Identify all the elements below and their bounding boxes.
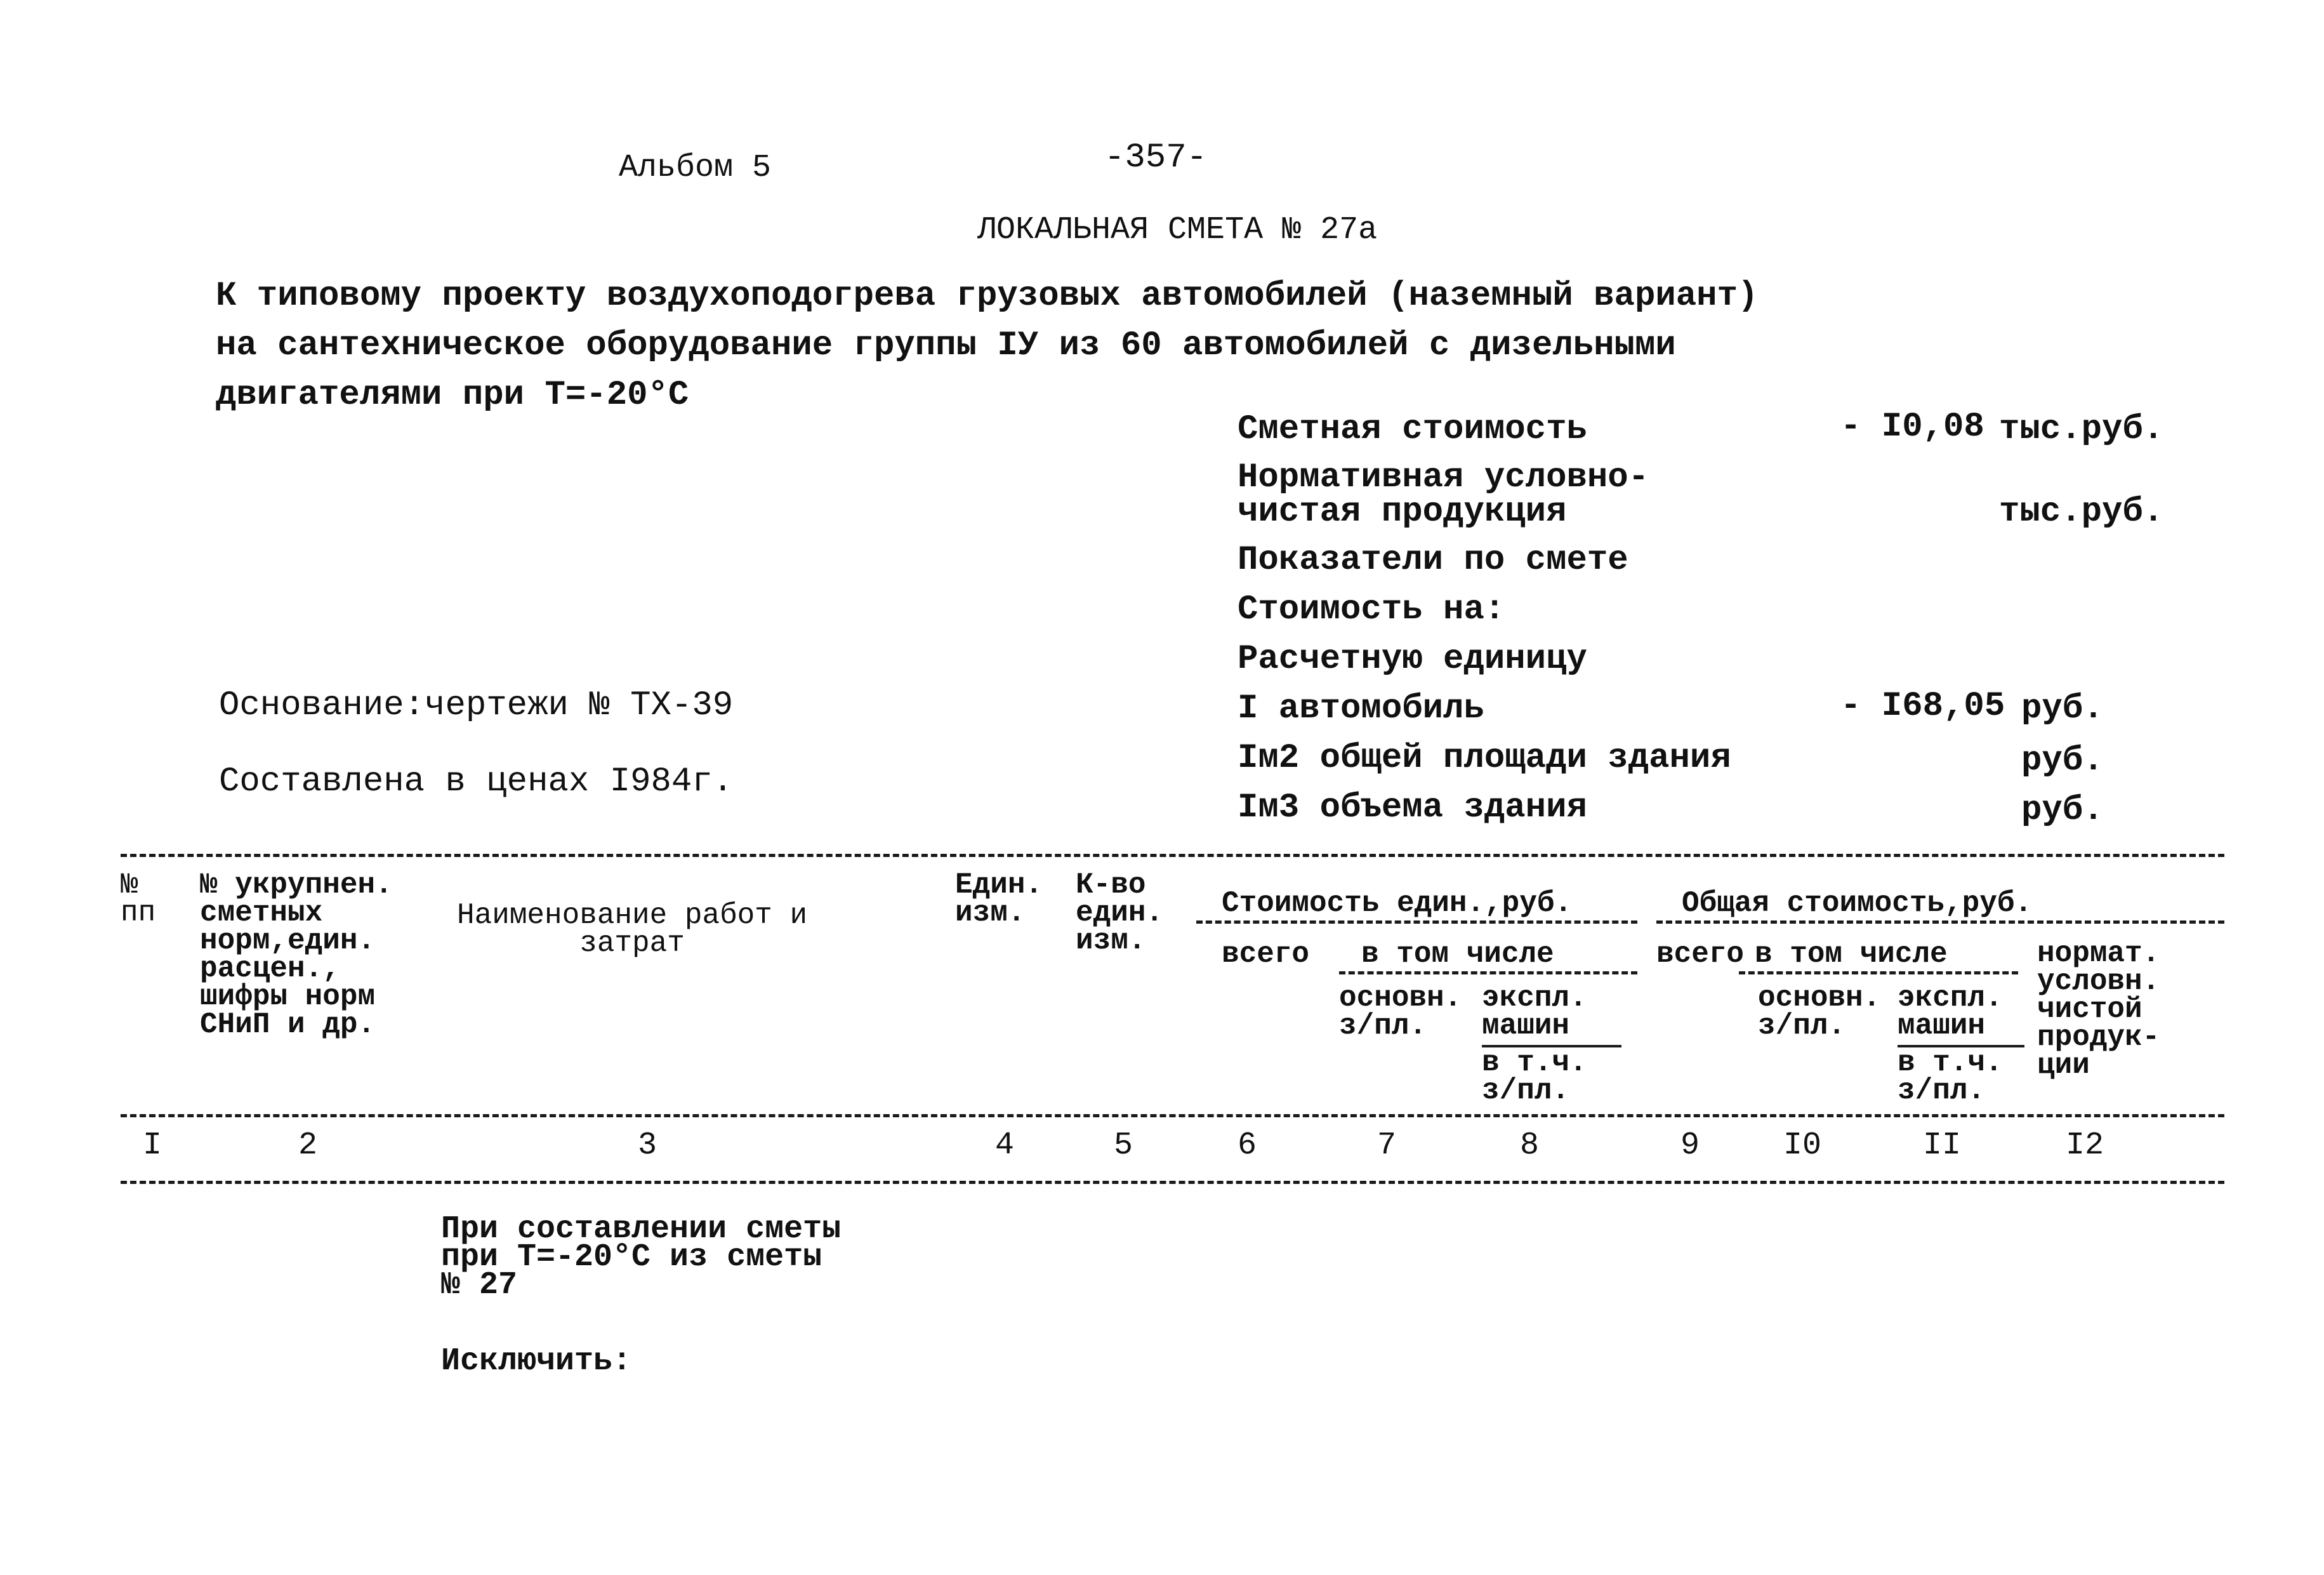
normative-product-label-1: Нормативная условно- [1238, 458, 1649, 497]
col-1-header: № пп [121, 868, 156, 929]
unit-cost-incl-rule [1339, 971, 1637, 974]
total-cost-group-header: Общая стоимость,руб. [1682, 887, 2033, 920]
column-number: I [143, 1127, 162, 1164]
per-m2-label: Iм2 общей площади здания [1238, 739, 1731, 778]
column-number: I2 [2066, 1127, 2104, 1164]
col-11-header-bottom: в т.ч. з/пл. [1898, 1046, 2003, 1107]
per-m3-label: Iм3 объема здания [1238, 788, 1587, 827]
table-top-rule [121, 854, 2224, 857]
column-number: 8 [1520, 1127, 1540, 1164]
description-line-3: двигателями при Т=-20°С [216, 376, 689, 415]
prices-text: Составлена в ценах I984г. [219, 762, 734, 801]
table-header-bottom-rule [121, 1114, 2224, 1117]
description-line-1: К типовому проекту воздухоподогрева грузовых автомобилей (наземный вариант) [216, 277, 1759, 316]
column-numbers-bottom-rule [121, 1181, 2224, 1184]
page-number: -357- [1104, 138, 1208, 177]
col-8-header-bottom: в т.ч. з/пл. [1482, 1046, 1587, 1107]
per-m2-unit: руб. [2021, 741, 2104, 780]
col-7-header: основн. з/пл. [1339, 981, 1462, 1042]
col-11-header-top: экспл. машин [1898, 981, 2003, 1042]
column-number: II [1923, 1127, 1962, 1164]
col-2-header: № укрупнен. сметных норм,един. расцен., шифры норм СНиП и др. [200, 868, 393, 1041]
col-12-header: нормат. условн. чистой продук- ции [2037, 937, 2160, 1082]
normative-product-unit: тыс.руб. [1999, 493, 2164, 531]
column-number: 3 [638, 1127, 657, 1164]
per-car-value: - I68,05 [1840, 687, 2005, 726]
body-note: При составлении сметы при Т=-20°С из сметы № 27 [441, 1211, 842, 1303]
total-cost-rule [1656, 920, 2224, 924]
unit-cost-group-header: Стоимость един.,руб. [1222, 887, 1573, 920]
col-9-header: всего [1656, 938, 1745, 971]
col-5-header: К-во един. изм. [1076, 868, 1164, 957]
document-title: ЛОКАЛЬНАЯ СМЕТА № 27а [977, 212, 1378, 248]
total-cost-incl-header: в том числе [1755, 938, 1948, 971]
total-cost-incl-rule [1739, 971, 2018, 974]
column-number: 4 [995, 1127, 1015, 1164]
col-10-header: основн. з/пл. [1758, 981, 1881, 1042]
col-8-header-top: экспл. машин [1482, 981, 1587, 1042]
per-car-unit: руб. [2021, 689, 2104, 728]
estimated-cost-label: Сметная стоимость [1238, 410, 1587, 449]
estimated-cost-unit: тыс.руб. [1999, 410, 2164, 449]
col-6-header: всего [1222, 938, 1310, 971]
column-number: 5 [1114, 1127, 1133, 1164]
basis-text: Основание:чертежи № ТХ-39 [219, 686, 734, 725]
column-number: 7 [1377, 1127, 1397, 1164]
indicators-label: Показатели по смете [1238, 541, 1628, 580]
per-car-label: I автомобиль [1238, 689, 1484, 728]
unit-cost-incl-header: в том числе [1361, 938, 1554, 971]
column-number: 6 [1238, 1127, 1257, 1164]
col-3-header: Наименование работ и затрат [457, 899, 808, 960]
exclude-label: Исключить: [441, 1343, 632, 1379]
column-number: 9 [1680, 1127, 1700, 1164]
unit-calc-label: Расчетную единицу [1238, 640, 1587, 679]
description-line-2: на сантехническое оборудование группы IУ из 60 автомобилей с дизельными [216, 326, 1676, 365]
estimated-cost-value: - I0,08 [1840, 408, 1984, 446]
normative-product-label-2: чистая продукция [1238, 493, 1567, 531]
per-m3-unit: руб. [2021, 791, 2104, 830]
col-4-header: Един. изм. [955, 868, 1043, 929]
column-number: I0 [1783, 1127, 1822, 1164]
unit-cost-rule [1196, 920, 1637, 924]
album-label: Альбом 5 [619, 150, 772, 186]
cost-for-label: Стоимость на: [1238, 590, 1505, 629]
column-number: 2 [298, 1127, 318, 1164]
